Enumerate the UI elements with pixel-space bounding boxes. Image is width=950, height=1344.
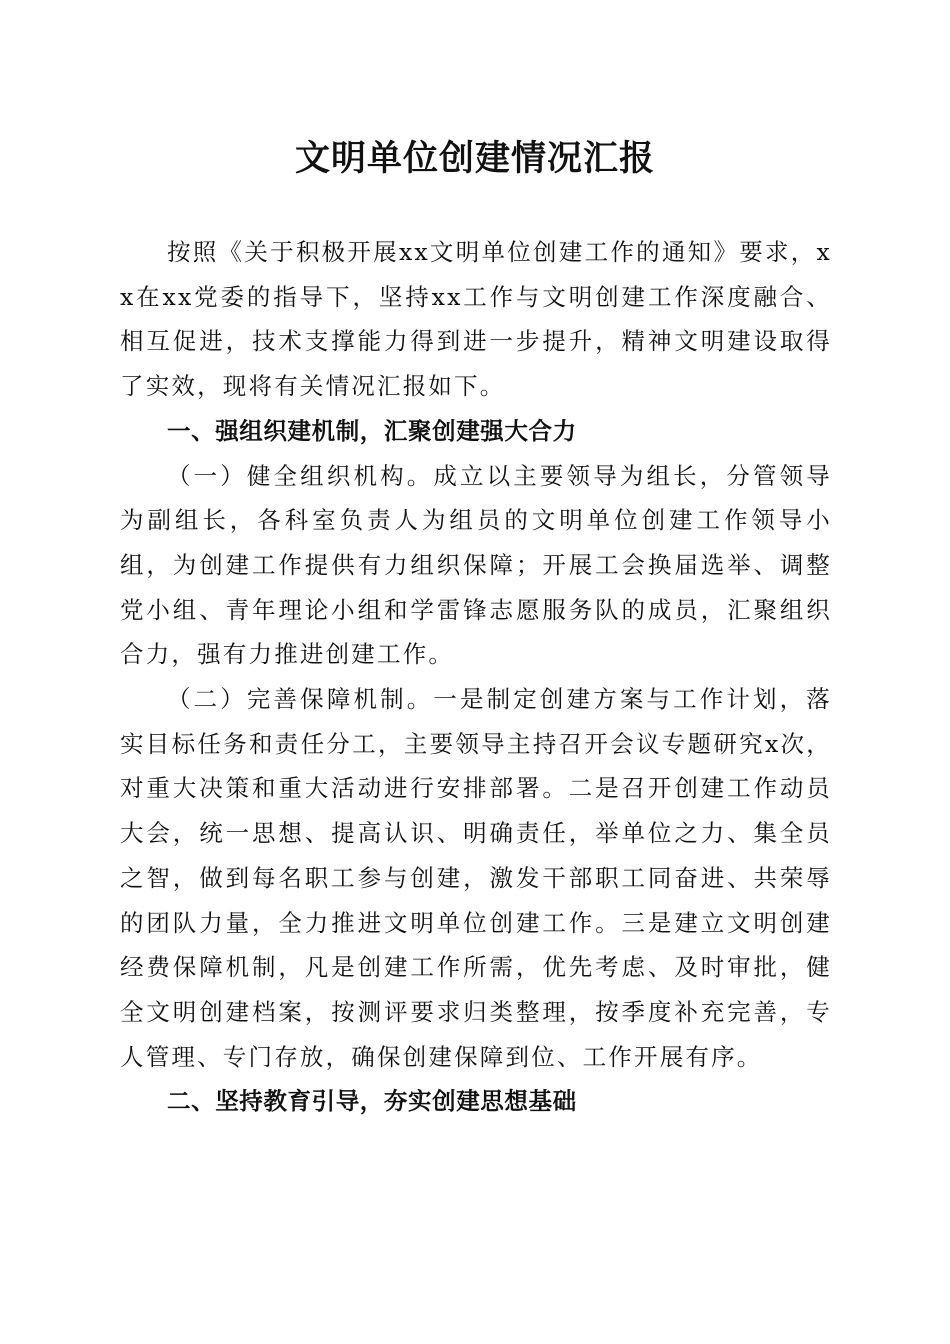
intro-paragraph: 按照《关于积极开展xx文明单位创建工作的通知》要求，xx在xx党委的指导下，坚持xx工作与文明创建工作深度融合、相互促进，技术支撑能力得到进一步提升，精神文明建设取得了实效，现将有关情况汇报如下。: [120, 238, 832, 401]
section-1-item-1-text: 成立以主要领导为组长，分管领导为副组长，各科室负责人为组员的文明单位创建工作领导小组，为创建工作提供有力组织保障；开展工会换届选举、调整党小组、青年理论小组和学雷锋志愿服务队的成员，汇聚组织合力，强有力推进创建工作。: [120, 461, 832, 669]
section-1-item-2-label: （二）完善保障机制。: [167, 685, 434, 714]
section-1-item-1: [120, 454, 832, 678]
document-body: [120, 230, 832, 1124]
section-1-item-2-text: 一是制定创建方案与工作计划，落实目标任务和责任分工，主要领导主持召开会议专题研究x次，对重大决策和重大活动进行安排部署。二是召开创建工作动员大会，统一思想、提高认识、明确责任，举单位之力、集全员之智，做到每名职工参与创建，激发干部职工同奋进、共荣辱的团队力量，全力推进文明单位创建工作。三是建立文明创建经费保障机制，凡是创建工作所需，优先考虑、及时审批，健全文明创建档案，按测评要求归类整理，按季度补充完善，专人管理、专门存放，确保创建保障到位、工作开展有序。: [120, 685, 832, 1071]
section-1-item-1-label: （一）健全组织机构。: [167, 461, 434, 490]
document-title: 文明单位创建情况汇报: [294, 138, 655, 179]
section-2-heading: 二、坚持教育引导，夯实创建思想基础: [167, 1087, 577, 1116]
section-1-heading: 一、强组织建机制，汇聚创建强大合力: [167, 416, 577, 445]
section-1-item-2: [120, 677, 832, 1079]
